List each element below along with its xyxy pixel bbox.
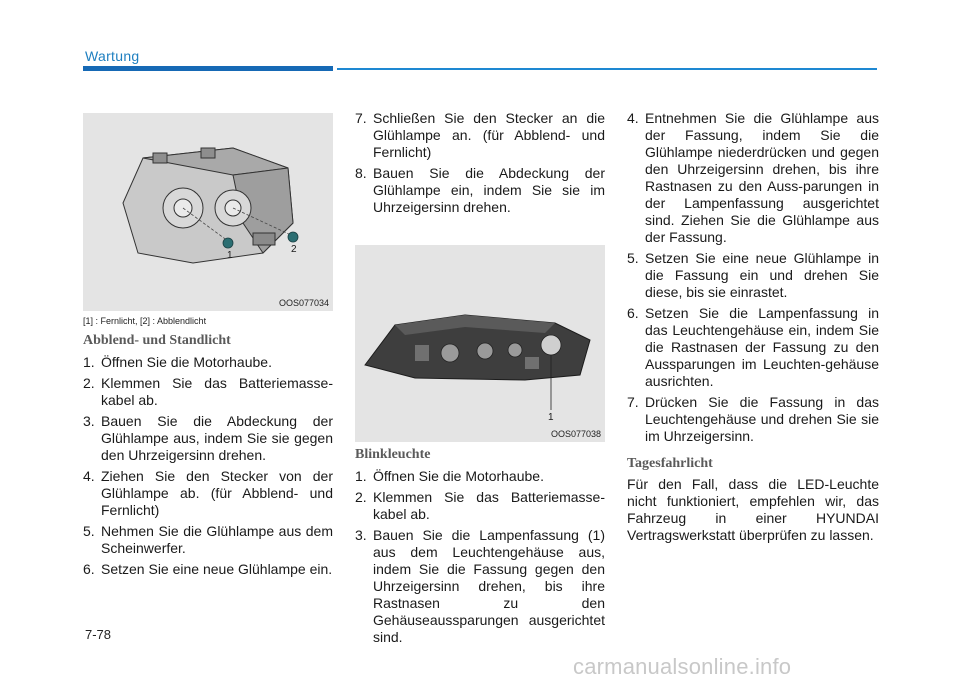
list-item: 6. Setzen Sie eine neue Glühlampe ein. [83, 561, 333, 577]
section-label: Wartung [85, 48, 140, 64]
figure-code: OOS077038 [550, 429, 601, 439]
callout-2: 2 [291, 244, 297, 255]
list-item: 3. Bauen Sie die Lampenfassung (1) aus dem Leuchtengehäuse aus, indem Sie die Fassung gegen den Uhrzeigersinn drehen, bis ihre Rastnasen zu den Gehäuseaussparungen ausgerichtet sind. [355, 527, 605, 645]
list-item: 6. Setzen Sie die Lampenfassung in das Leuchtengehäuse ein, indem Sie die Rastnasen der Fassung zu den Aussparungen im Leuchten-gehäuse ausrichten. [627, 305, 879, 389]
section-heading: Abblend- und Standlicht [83, 333, 231, 348]
list-item: 5. Setzen Sie eine neue Glühlampe in die Fassung ein und drehen Sie diese, bis sie einrastet. [627, 250, 879, 300]
callout-1: 1 [548, 412, 554, 423]
header-bar-dark [83, 66, 333, 71]
list-item: 2. Klemmen Sie das Batteriemasse-kabel ab. [83, 375, 333, 408]
list-item: 1. Öffnen Sie die Motorhaube. [355, 468, 544, 484]
list-item: 8. Bauen Sie die Abdeckung der Glühlampe ein, indem Sie sie im Uhrzeigersinn drehen. [355, 165, 605, 215]
rear-lamp-illustration [355, 245, 605, 442]
list-item: 4. Entnehmen Sie die Glühlampe aus der Fassung, indem Sie die Glühlampe niederdrücken und gegen den Uhrzeigersinn drehen, bis ihre Rastnasen zu den Auss-parungen in der Lampenfassung ausgerichtet sind. Ziehen Sie die Glühlampe aus der Fassung. [627, 110, 879, 245]
figure-caption: [1] : Fernlicht, [2] : Abblendlicht [83, 316, 207, 326]
section-heading: Blinkleuchte [355, 447, 431, 462]
section-heading: Tagesfahrlicht [627, 456, 713, 471]
callout-1: 1 [227, 250, 233, 261]
list-item: 1. Öffnen Sie die Motorhaube. [83, 354, 272, 370]
steps-list [355, 468, 605, 650]
watermark: carmanualsonline.info [573, 654, 792, 679]
steps-list [627, 110, 879, 449]
list-item: 7. Drücken Sie die Fassung in das Leuchtengehäuse und drehen Sie sie im Uhrzeigersinn. [627, 394, 879, 444]
list-item: 3. Bauen Sie die Abdeckung der Glühlampe aus, indem Sie sie gegen den Uhrzeigersinn drehen. [83, 413, 333, 463]
paragraph: Für den Fall, dass die LED-Leuchte nicht funktioniert, empfehlen wir, das Fahrzeug in einer HYUNDAI Vertragswerkstatt überprüfen zu lassen. [627, 476, 879, 543]
header-bar-light [337, 68, 877, 70]
headlamp-figure [83, 113, 333, 311]
list-item: 5. Nehmen Sie die Glühlampe aus dem Scheinwerfer. [83, 523, 333, 556]
page-number: 7-78 [85, 627, 112, 642]
figure-code: OOS077034 [278, 298, 329, 308]
steps-list [83, 354, 333, 582]
list-item: 4. Ziehen Sie den Stecker von der Glühlampe ab. (für Abblend- und Fernlicht) [83, 468, 333, 518]
list-item: 7. Schließen Sie den Stecker an die Glühlampe an. (für Abblend- und Fernlicht) [355, 110, 605, 160]
list-item: 2. Klemmen Sie das Batteriemasse-kabel ab. [355, 489, 605, 522]
turn-signal-figure [355, 245, 605, 442]
headlamp-illustration [83, 113, 333, 311]
steps-list [355, 110, 605, 220]
